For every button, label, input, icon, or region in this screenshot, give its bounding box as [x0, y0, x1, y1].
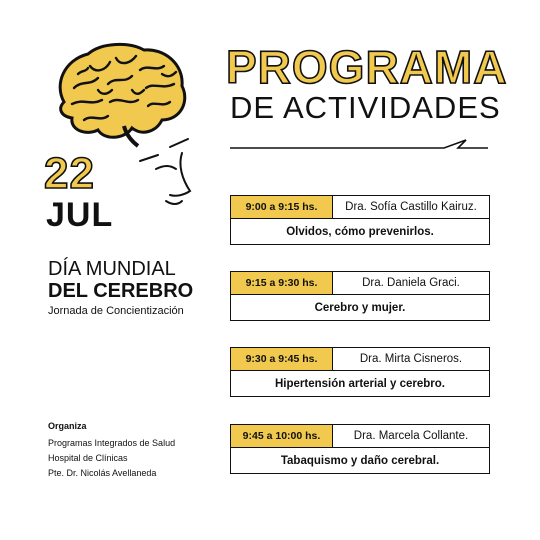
- activity-topic-4: Tabaquismo y daño cerebral.: [230, 448, 490, 474]
- activity-speaker-1: Dra. Sofía Castillo Kairuz.: [345, 201, 477, 213]
- activity-time-1: 9:00 a 9:15 hs.: [231, 196, 333, 218]
- activity-time-4: 9:45 a 10:00 hs.: [231, 425, 333, 447]
- activity-header-1: [230, 195, 490, 219]
- event-day: 22: [44, 149, 95, 198]
- organizer-line-1: Programas Integrados de Salud: [48, 438, 176, 448]
- activity-time-2: 9:15 a 9:30 hs.: [231, 272, 333, 294]
- event-subtitle: Jornada de Concientización: [48, 305, 184, 317]
- activity-block-2: [230, 271, 490, 321]
- activity-speaker-3: Dra. Mirta Cisneros.: [359, 353, 463, 365]
- face-profile-icon: [120, 135, 200, 215]
- brain-icon: [50, 40, 190, 150]
- activity-time-3: 9:30 a 9:45 hs.: [231, 348, 333, 370]
- activity-block-1: [230, 195, 490, 245]
- activity-header-3: [230, 347, 490, 371]
- activity-header-4: [230, 424, 490, 448]
- event-name-line2: DEL CEREBRO: [48, 280, 194, 302]
- event-month: JUL: [46, 196, 114, 234]
- organizer-line-2: Hospital de Clínicas: [48, 453, 128, 463]
- activity-speaker-2: Dra. Daniela Graci.: [362, 277, 460, 289]
- program-subtitle: DE ACTIVIDADES: [230, 90, 501, 125]
- activity-block-4: [230, 424, 490, 474]
- activity-topic-3: Hipertensión arterial y cerebro.: [230, 371, 490, 397]
- activity-topic-2: Cerebro y mujer.: [230, 295, 490, 321]
- event-name-line1: DÍA MUNDIAL: [48, 258, 176, 280]
- program-title: PROGRAMA: [226, 41, 508, 93]
- activity-block-3: [230, 347, 490, 397]
- speech-bubble-line: [230, 138, 488, 160]
- activity-header-2: [230, 271, 490, 295]
- organizer-line-3: Pte. Dr. Nicolás Avellaneda: [48, 468, 157, 478]
- activity-topic-1: Olvidos, cómo prevenirlos.: [230, 219, 490, 245]
- activity-speaker-4: Dra. Marcela Collante.: [353, 430, 469, 442]
- organizer-title: Organiza: [48, 421, 87, 431]
